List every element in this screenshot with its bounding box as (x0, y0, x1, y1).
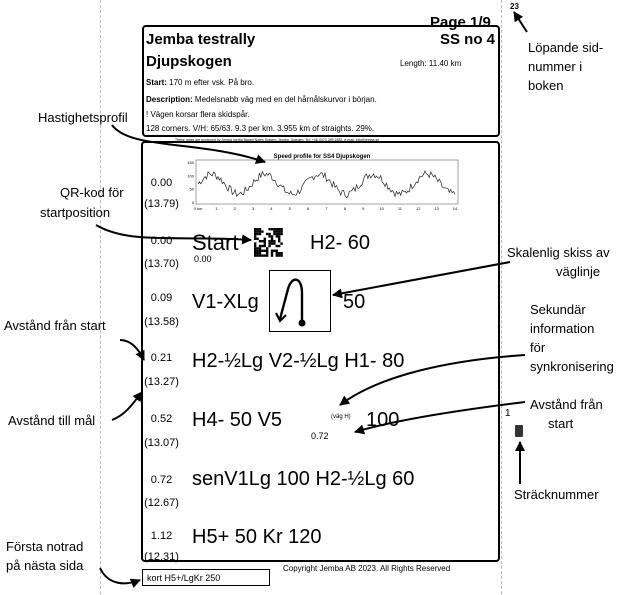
note-row5: H4- 50 V5 (192, 409, 283, 431)
annot-page-num-2: nummer i (528, 59, 583, 74)
chart-x-tick: 11 (397, 206, 403, 211)
chart-x-tick: 8 (343, 206, 346, 211)
chart-y-tick: 150 (187, 160, 194, 165)
running-page-number: 23 (510, 2, 519, 11)
annot-secondary-1: Sekundär (530, 302, 586, 317)
annot-dist-start: Avstånd från start (4, 318, 106, 333)
annot-secondary-3: för (530, 340, 546, 355)
start-label: Start: (146, 78, 167, 87)
arrow-sketch (333, 262, 510, 295)
annot-dist-start-r2: start (548, 416, 574, 431)
dist-to-finish: (13.58) (144, 316, 179, 328)
dist-from-start: 0.21 (150, 352, 173, 364)
chart-x-tick: 6 (307, 206, 310, 211)
annot-sketch-1: Skalenlig skiss av (507, 245, 610, 260)
annot-segment-number: Sträcknummer (514, 487, 599, 502)
dist-from-start: 0.09 (150, 292, 173, 304)
chart-x-tick: 4 (270, 206, 273, 211)
dist-to-finish: (12.67) (144, 497, 179, 509)
note-v1xlg-speed: 50 (343, 291, 366, 313)
dist-from-start: 0.52 (150, 413, 173, 425)
chart-x-tick: 12 (416, 206, 421, 211)
note-row6: senV1Lg 100 H2-½Lg 60 (192, 468, 415, 490)
note-start-sub: 0.00 (194, 254, 212, 264)
page-of: Page 1/9 (430, 14, 491, 31)
annot-secondary-2: information (530, 321, 595, 336)
note-row5-speed: 100 (366, 409, 400, 431)
description-text: Medelsnabb väg med en del hårnålskurvor i början. (194, 95, 377, 104)
annot-page-num-1: Löpande sid- (528, 40, 604, 55)
chart-y-tick: 0 (191, 200, 194, 205)
chart-x-tick: 0 km (193, 206, 203, 211)
ss-number: SS no 4 (440, 31, 496, 48)
stats-line: 128 corners. V/H: 65/63. 9.3 per km. 3.955 km of straights. 29%. (146, 124, 375, 133)
arrow-page-num (514, 12, 527, 32)
chart-x-tick: 5 (288, 206, 291, 211)
producer-notice: These notes are produced by Jemba Inertia Based Notes System, Jemba, Sweden, Tel: +46 (0)70 399 1882, e-mail: info@jemba.se (175, 138, 380, 142)
segment-number: 1 (505, 408, 511, 419)
chart-x-tick: 3 (251, 206, 255, 211)
start-text: 170 m efter vsk. På bro. (169, 78, 255, 87)
note-row5-sub: 0.72 (311, 431, 329, 441)
note-row7: H5+ 50 Kr 120 (192, 526, 322, 548)
annot-first-line-1: Första notrad (6, 539, 84, 554)
dist-to-finish: (12.31) (144, 551, 179, 563)
dist-to-finish: (13.70) (144, 258, 179, 270)
arrow-dist-start (120, 340, 144, 360)
chart-x-tick: 7 (325, 206, 328, 211)
chart-x-tick: 2 (233, 206, 236, 211)
arrow-speed-profile (112, 125, 265, 162)
annot-secondary-4: synkronisering (530, 359, 614, 374)
annot-first-line-2: på nästa sida (6, 558, 84, 573)
next-page-first-line: kort H5+/LgKr 250 (142, 569, 270, 586)
annot-qr-2: startposition (40, 205, 111, 220)
annot-speed-profile: Hastighetsprofil (38, 110, 128, 125)
chart-x-tick: 9 (362, 206, 365, 211)
dist-from-start: 0.72 (150, 474, 173, 486)
warning-line: ! Vägen korsar flera skidspår. (146, 110, 250, 119)
annot-sketch-2: väglinje (556, 264, 601, 279)
arrow-first-line (100, 568, 140, 583)
stage-name: Djupskogen (146, 53, 232, 70)
chart-x-tick: 10 (379, 206, 384, 211)
chart-x-tick: 13 (434, 206, 439, 211)
chart-x-tick: 1 (215, 206, 218, 211)
note-start: Start (192, 230, 239, 255)
dist-from-start: 0.00 (150, 177, 173, 189)
arrow-dist-start-right (355, 402, 525, 432)
arrow-secondary (340, 355, 525, 405)
stage-length: Length: 11.40 km (400, 59, 462, 68)
dist-to-finish: (13.07) (144, 437, 179, 449)
dist-to-finish: (13.79) (144, 198, 179, 210)
arrow-dist-finish (112, 392, 142, 420)
annot-qr-1: QR-kod för (60, 185, 124, 200)
chart-x-tick: 14 (452, 206, 458, 211)
chart-title: Speed profile for SS4 Djupskogen (273, 154, 371, 160)
dist-from-start: 0.00 (150, 235, 173, 247)
dist-to-finish: (13.27) (144, 376, 179, 388)
note-row5-small: (väg H) (331, 414, 351, 420)
annot-page-num-3: boken (528, 78, 564, 93)
copyright: Copyright Jemba AB 2023. All Rights Reserved (283, 564, 451, 573)
rally-name: Jemba testrally (146, 31, 256, 48)
dist-from-start: 1.12 (150, 530, 173, 542)
description-label: Description: (146, 95, 193, 104)
note-start-call: H2- 60 (310, 232, 371, 254)
chart-y-tick: 100 (187, 173, 194, 179)
annot-dist-start-r1: Avstånd från (530, 397, 603, 412)
arrow-qr (96, 225, 251, 240)
chart-y-tick: 50 (189, 186, 194, 192)
note-row4: H2-½Lg V2-½Lg H1- 80 (192, 350, 405, 372)
annot-dist-finish: Avstånd till mål (8, 413, 96, 428)
note-v1xlg: V1-XLg (192, 291, 259, 313)
